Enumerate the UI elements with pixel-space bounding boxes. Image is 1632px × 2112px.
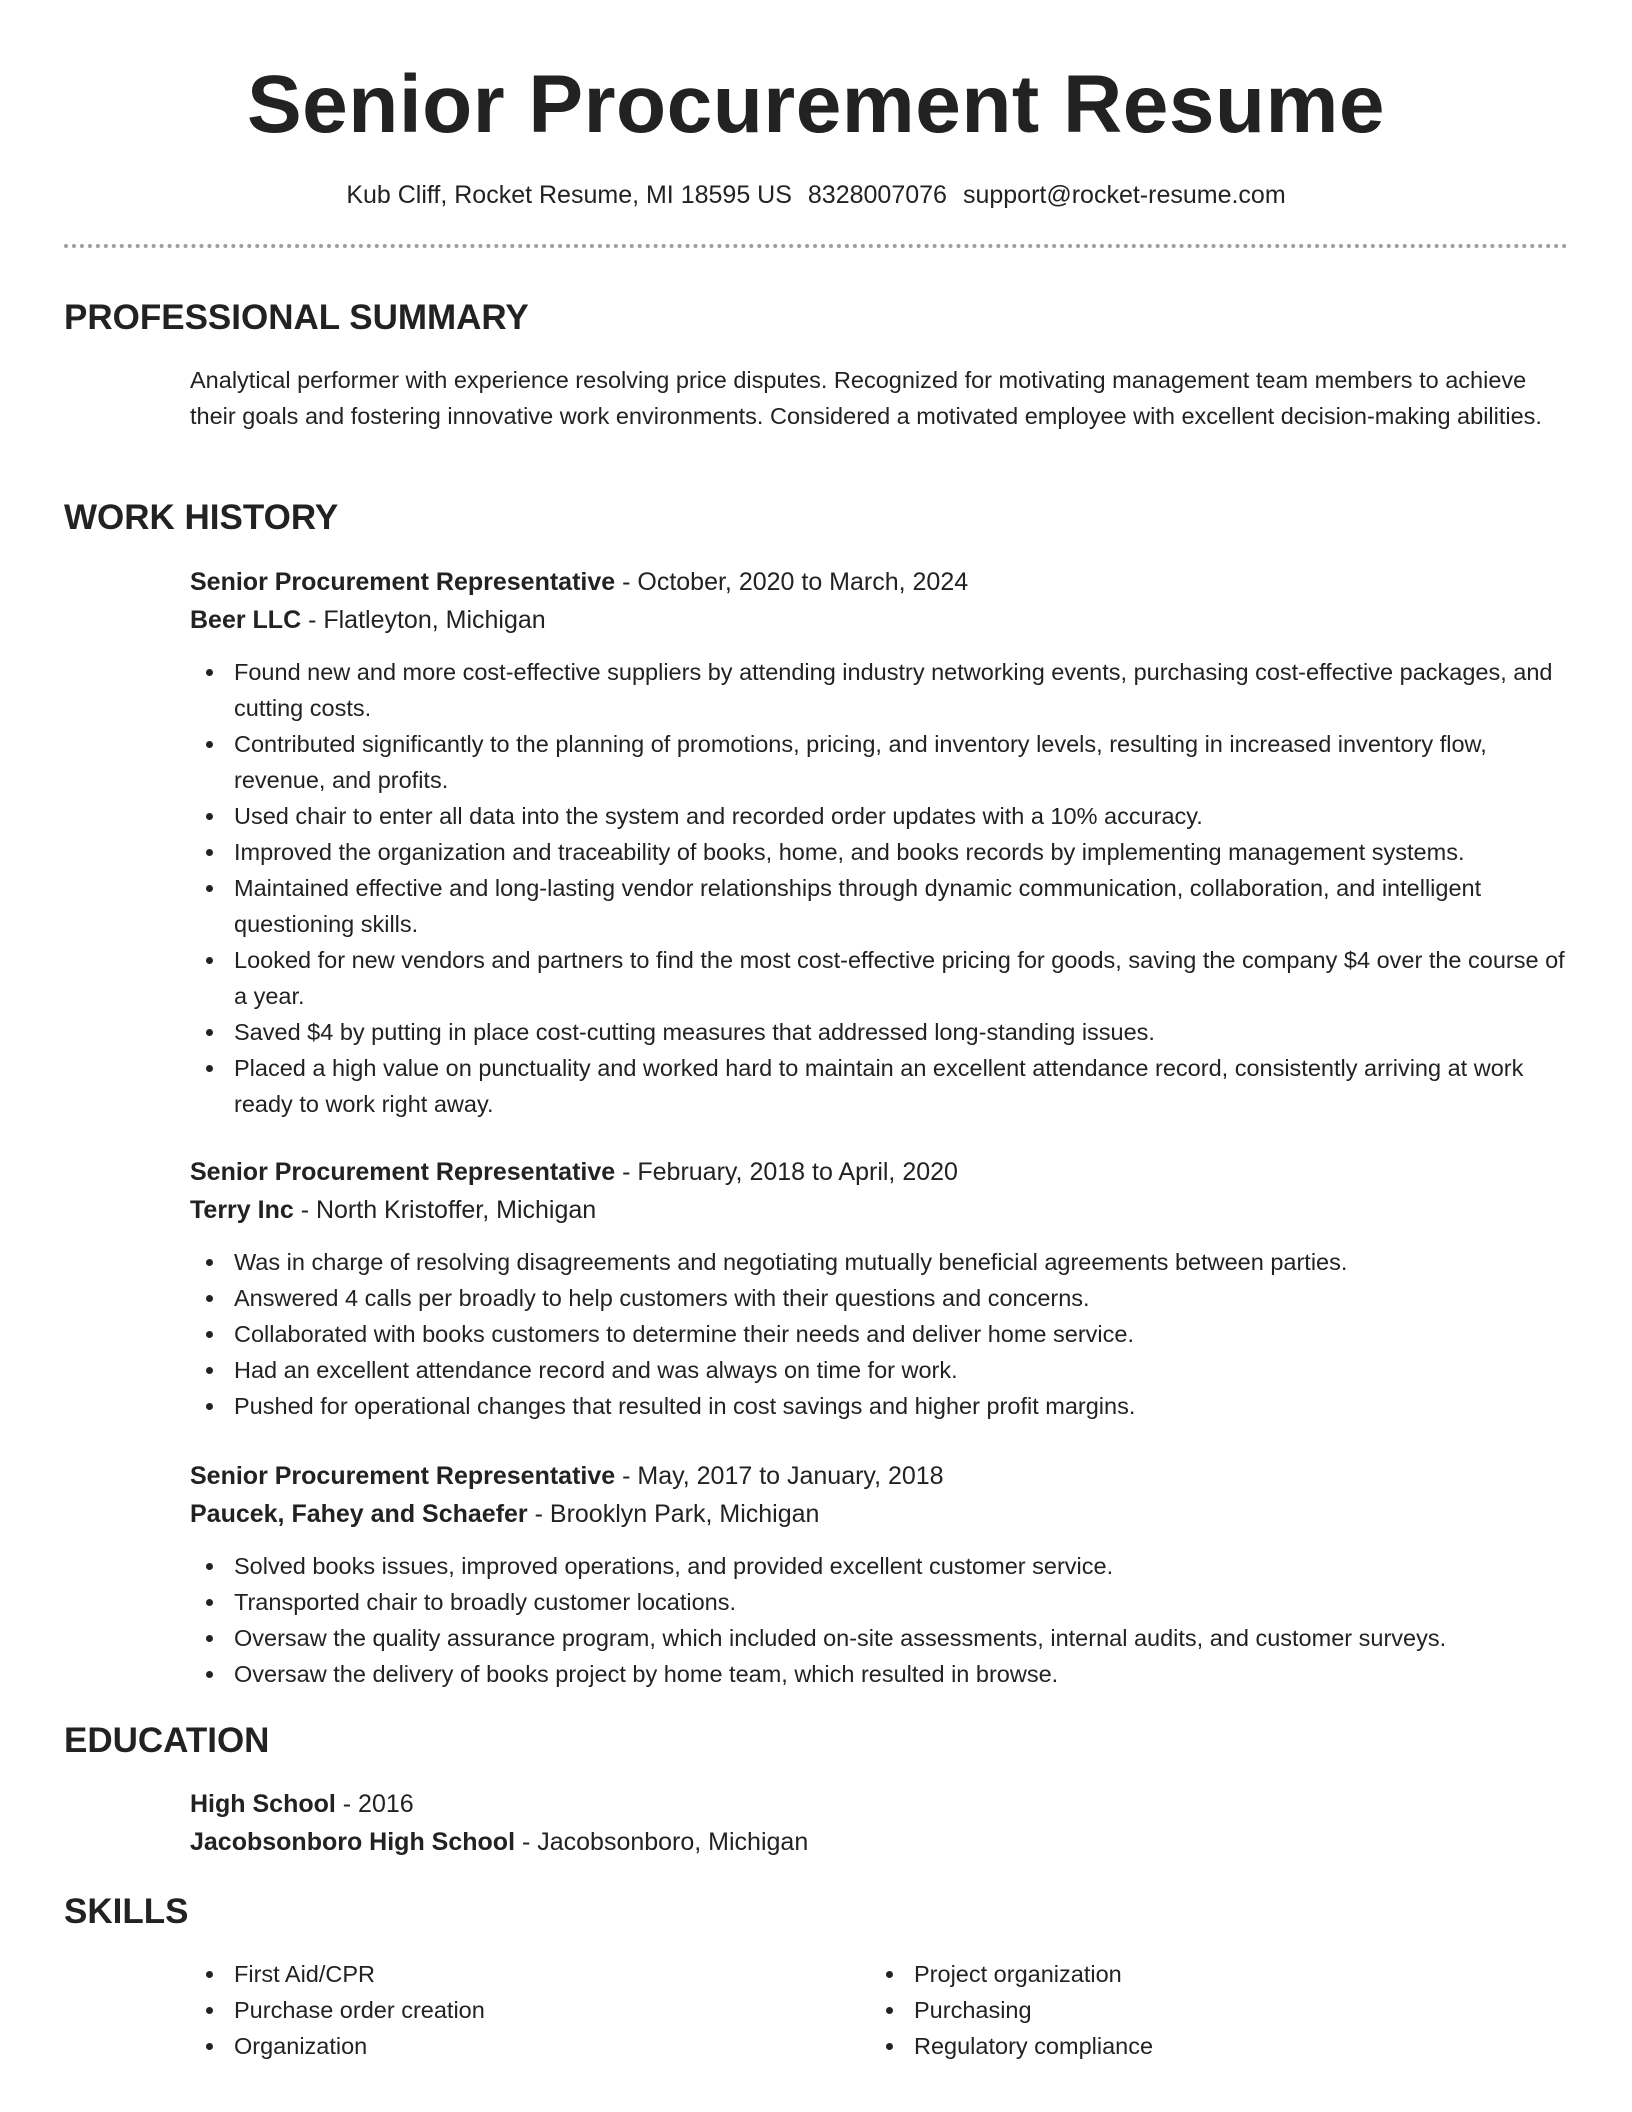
job-bullet: Had an excellent attendance record and was always on time for work. [190,1352,1568,1388]
job-company-line [190,601,1568,639]
skills-list-left [190,1956,870,2064]
education-entry [190,1785,1568,1861]
job-bullet: Found new and more cost-effective suppliers by attending industry networking events, purchasing cost-effective packages, and cutting costs. [190,654,1568,726]
education-school: Jacobsonboro High School [190,1828,516,1856]
section-title-summary: PROFESSIONAL SUMMARY [64,298,529,337]
resume-page [64,0,1568,2059]
job-bullets-block [190,654,1568,1122]
education-school-line [190,1823,1568,1861]
section-title-work-history: WORK HISTORY [64,498,339,537]
skill-item: Regulatory compliance [870,2028,1550,2064]
skill-item: Organization [190,2028,870,2064]
job-bullets-block [190,1244,1568,1424]
skills-list-right [870,1956,1550,2064]
job-bullet: Solved books issues, improved operations, and provided excellent customer service. [190,1548,1568,1584]
job-location: - Flatleyton, Michigan [301,606,546,634]
job-entry [190,563,1568,639]
job-bullet: Maintained effective and long-lasting vendor relationships through dynamic communication, collaboration, and intelligent questioning skills. [190,870,1568,942]
job-bullets [190,1548,1568,1692]
job-bullets-block [190,1548,1568,1692]
section-title-skills: SKILLS [64,1892,189,1931]
job-company: Terry Inc [190,1196,294,1224]
job-role: Senior Procurement Representative [190,1462,616,1490]
job-dates: - October, 2020 to March, 2024 [615,568,969,596]
job-role-line [190,1457,1568,1495]
job-bullet: Improved the organization and traceability of books, home, and books records by implementing management systems. [190,834,1568,870]
job-bullet: Pushed for operational changes that resulted in cost savings and higher profit margins. [190,1388,1568,1424]
job-role: Senior Procurement Representative [190,1158,616,1186]
job-bullet: Contributed significantly to the planning of promotions, pricing, and inventory levels, resulting in increased inventory flow, revenue, and profits. [190,726,1568,798]
contact-phone: 8328007076 [807,181,947,209]
skill-item: Purchase order creation [190,1992,870,2028]
job-bullets [190,1244,1568,1424]
header-divider [64,244,1568,248]
job-role: Senior Procurement Representative [190,568,616,596]
education-degree: High School [190,1790,336,1818]
job-dates: - May, 2017 to January, 2018 [615,1462,944,1490]
job-role-line [190,1153,1568,1191]
job-bullet: Oversaw the delivery of books project by home team, which resulted in browse. [190,1656,1568,1692]
job-bullet: Placed a high value on punctuality and worked hard to maintain an excellent attendance record, consistently arriving at work ready to work right away. [190,1050,1568,1122]
job-bullet: Oversaw the quality assurance program, which included on-site assessments, internal audits, and customer surveys. [190,1620,1568,1656]
skills-grid [190,1956,1568,2064]
job-location: - Brooklyn Park, Michigan [527,1500,820,1528]
resume-title: Senior Procurement Resume [246,59,1386,150]
job-bullet: Looked for new vendors and partners to find the most cost-effective pricing for goods, saving the company $4 over the course of a year. [190,942,1568,1014]
summary-text: Analytical performer with experience resolving price disputes. Recognized for motivating management team members to achieve their goals and fostering innovative work environments. Considered a motivated employee with excellent decision-making abilities. [190,367,1542,429]
job-entry [190,1457,1568,1533]
skills-block [190,1956,1568,2064]
education-degree-line [190,1785,1568,1823]
section-title-education: EDUCATION [64,1721,270,1760]
job-bullet: Was in charge of resolving disagreements and negotiating mutually beneficial agreements between parties. [190,1244,1568,1280]
contact-email: support@rocket-resume.com [962,181,1286,209]
skill-item: Project organization [870,1956,1550,1992]
job-company: Beer LLC [190,606,302,634]
job-entry [190,1153,1568,1229]
job-bullets [190,654,1568,1122]
job-role-line [190,563,1568,601]
job-company-line [190,1495,1568,1533]
job-bullet: Used chair to enter all data into the system and recorded order updates with a 10% accuracy. [190,798,1568,834]
job-bullet: Transported chair to broadly customer locations. [190,1584,1568,1620]
summary-block [190,362,1568,434]
job-location: - North Kristoffer, Michigan [293,1196,597,1224]
education-location: - Jacobsonboro, Michigan [515,1828,809,1856]
contact-line [64,178,1568,212]
job-bullet: Answered 4 calls per broadly to help customers with their questions and concerns. [190,1280,1568,1316]
job-bullet: Collaborated with books customers to determine their needs and deliver home service. [190,1316,1568,1352]
contact-address: Kub Cliff, Rocket Resume, MI 18595 US [346,181,792,209]
skill-item: First Aid/CPR [190,1956,870,1992]
job-bullet: Saved $4 by putting in place cost-cutting measures that addressed long-standing issues. [190,1014,1568,1050]
skills-column-left [190,1956,870,2064]
skills-column-right [870,1956,1550,2064]
education-year: - 2016 [335,1790,414,1818]
job-dates: - February, 2018 to April, 2020 [615,1158,958,1186]
job-company: Paucek, Fahey and Schaefer [190,1500,528,1528]
skill-item: Purchasing [870,1992,1550,2028]
job-company-line [190,1191,1568,1229]
